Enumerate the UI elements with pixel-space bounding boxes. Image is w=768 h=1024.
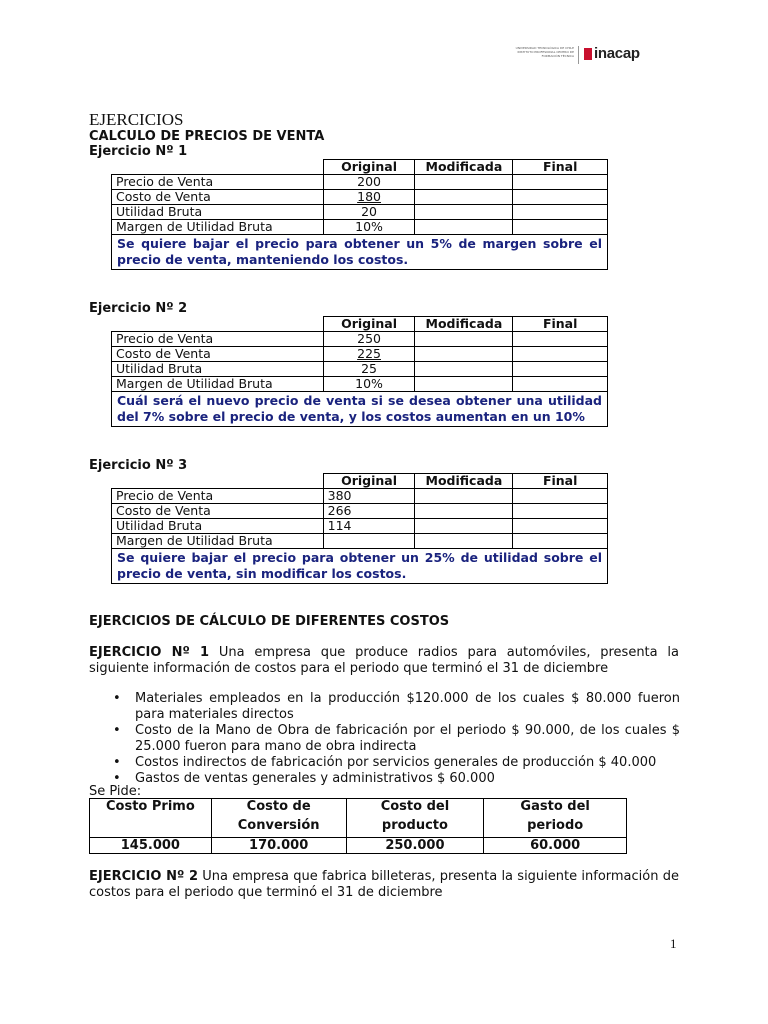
list-item: • Gastos de ventas generales y administrativos $ 60.000 [105, 771, 680, 787]
costs-section-title: EJERCICIOS DE CÁLCULO DE DIFERENTES COSTOS [89, 614, 450, 629]
table-row [112, 332, 608, 347]
exercise-3-label: Ejercicio Nº 3 [89, 458, 188, 473]
costs-header-line1: Costo del [380, 799, 450, 814]
header-final: Final [513, 474, 608, 489]
logo-divider [578, 46, 579, 64]
row-final [513, 347, 608, 362]
row-item: Utilidad Bruta [112, 519, 324, 534]
inacap-logo [510, 44, 646, 66]
costs-value: 250.000 [346, 838, 484, 854]
header-modificada: Modificada [415, 160, 513, 175]
row-original: 20 [323, 205, 415, 220]
list-item: • Costos indirectos de fabricación por servicios generales de producción $ 40.000 [105, 755, 680, 771]
row-original [323, 534, 415, 549]
table-row [112, 504, 608, 519]
row-original: 10% [323, 220, 415, 235]
row-item: Precio de Venta [112, 332, 324, 347]
row-modificada [415, 205, 513, 220]
exercise-3-table [111, 473, 608, 584]
table-row [112, 190, 608, 205]
row-final [513, 504, 608, 519]
row-final [513, 190, 608, 205]
row-item: Utilidad Bruta [112, 205, 324, 220]
header-original: Original [323, 317, 415, 332]
row-final [513, 519, 608, 534]
logo-brand: inacap [594, 45, 640, 62]
row-original: 180 [357, 189, 381, 204]
cost-exercise-1-bullets [105, 691, 680, 787]
table-row [112, 362, 608, 377]
row-original: 225 [357, 346, 381, 361]
costs-header-line1: Gasto del [520, 799, 590, 814]
table-row [112, 377, 608, 392]
row-modificada [415, 362, 513, 377]
row-final [513, 220, 608, 235]
se-pide-label: Se Pide: [89, 784, 142, 799]
list-item: • Materiales empleados en la producción $120.000 de los cuales $ 80.000 fueron para materiales directos [105, 691, 680, 723]
costs-header-line2: periodo [527, 818, 584, 833]
table-row [112, 205, 608, 220]
row-original: 200 [323, 175, 415, 190]
cost-exercise-2-text: Una empresa que fabrica billeteras, presenta la siguiente información de costos para el periodo que terminó el 31 de diciembre [89, 869, 679, 900]
row-final [513, 175, 608, 190]
row-modificada [415, 504, 513, 519]
table-row [112, 534, 608, 549]
row-final [513, 205, 608, 220]
table-row [112, 347, 608, 362]
cost-exercise-1-label: EJERCICIO Nº 1 [89, 645, 210, 660]
table-header-row [112, 317, 608, 332]
row-original: 380 [323, 489, 415, 504]
row-item: Margen de Utilidad Bruta [112, 534, 324, 549]
row-item: Margen de Utilidad Bruta [112, 220, 324, 235]
row-final [513, 534, 608, 549]
exercise-1-label: Ejercicio Nº 1 [89, 144, 188, 159]
exercise-1-note: Se quiere bajar el precio para obtener un 5% de margen sobre el precio de venta, manteniendo los costos. [112, 235, 608, 270]
row-modificada [415, 534, 513, 549]
costs-header-line2: Conversión [237, 818, 320, 833]
header-final: Final [513, 317, 608, 332]
cost-exercise-1-intro [89, 645, 679, 677]
row-modificada [415, 220, 513, 235]
header-final: Final [513, 160, 608, 175]
row-final [513, 362, 608, 377]
exercise-2-label: Ejercicio Nº 2 [89, 301, 188, 316]
table-header-row [112, 160, 608, 175]
row-item: Costo de Venta [112, 347, 324, 362]
logo-institution-text: UNIVERSIDAD TECNOLÓGICA DE CHILE INSTITUTO PROFESIONAL CENTRO DE FORMACIÓN TÉCNICA [515, 46, 574, 58]
costs-header-line2: producto [381, 818, 448, 833]
cost-exercise-1-text: Una empresa que produce radios para automóviles, presenta la siguiente información de costos para el periodo que terminó el 31 de diciembre [89, 645, 679, 676]
costs-value: 60.000 [484, 838, 627, 854]
row-modificada [415, 190, 513, 205]
list-item: • Costo de la Mano de Obra de fabricación por el periodo $ 90.000, de los cuales $ 25.000 fueron para mano de obra indirecta [105, 723, 680, 755]
costs-header-line1: Costo Primo [106, 799, 195, 814]
row-modificada [415, 519, 513, 534]
costs-result-table [89, 798, 627, 854]
row-original: 250 [323, 332, 415, 347]
cost-exercise-2-intro [89, 869, 679, 901]
row-modificada [415, 347, 513, 362]
costs-value: 145.000 [90, 838, 212, 854]
row-item: Costo de Venta [112, 190, 324, 205]
header-original: Original [323, 474, 415, 489]
row-original: 114 [323, 519, 415, 534]
row-item: Precio de Venta [112, 175, 324, 190]
exercise-3-note: Se quiere bajar el precio para obtener un 25% de utilidad sobre el precio de venta, sin modificar los costos. [112, 549, 608, 584]
exercise-2-note: Cuál será el nuevo precio de venta si se desea obtener una utilidad del 7% sobre el precio de venta, y los costos aumentan en un 10% [112, 392, 608, 427]
row-item: Precio de Venta [112, 489, 324, 504]
header-modificada: Modificada [415, 474, 513, 489]
costs-value: 170.000 [211, 838, 346, 854]
row-item: Utilidad Bruta [112, 362, 324, 377]
row-modificada [415, 377, 513, 392]
logo-mark-icon [584, 48, 592, 60]
table-row [112, 220, 608, 235]
table-row [112, 519, 608, 534]
table-header-row [112, 474, 608, 489]
page-title: EJERCICIOS [89, 110, 184, 129]
exercise-1-table [111, 159, 608, 270]
table-row [112, 489, 608, 504]
row-original: 10% [323, 377, 415, 392]
row-final [513, 377, 608, 392]
page-number: 1 [670, 936, 677, 951]
costs-header-line1: Costo de [246, 799, 311, 814]
cost-exercise-2-label: EJERCICIO Nº 2 [89, 869, 198, 884]
row-item: Margen de Utilidad Bruta [112, 377, 324, 392]
table-row [112, 175, 608, 190]
row-original: 25 [323, 362, 415, 377]
row-final [513, 489, 608, 504]
row-original: 266 [323, 504, 415, 519]
row-modificada [415, 175, 513, 190]
section-subtitle: CALCULO DE PRECIOS DE VENTA [89, 129, 325, 144]
exercise-2-table [111, 316, 608, 427]
row-final [513, 332, 608, 347]
row-item: Costo de Venta [112, 504, 324, 519]
row-modificada [415, 489, 513, 504]
costs-values-row [90, 838, 627, 854]
header-modificada: Modificada [415, 317, 513, 332]
header-original: Original [323, 160, 415, 175]
costs-header-row [90, 799, 627, 838]
row-modificada [415, 332, 513, 347]
